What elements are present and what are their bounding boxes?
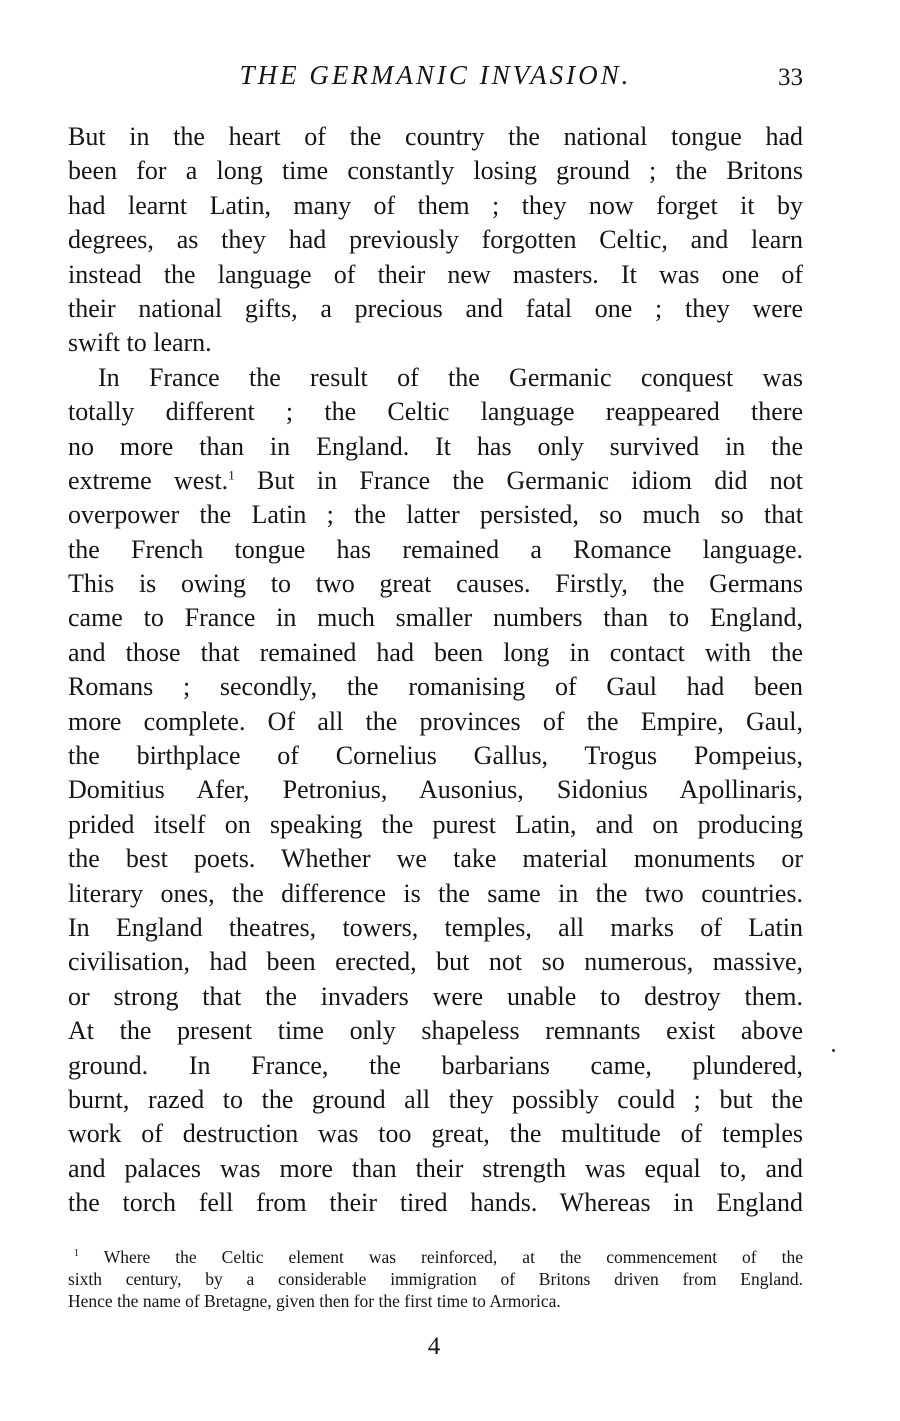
- running-head: [68, 60, 803, 100]
- text-line: In England theatres, towers, temples, all marks of Latin: [68, 912, 803, 942]
- footnote: [68, 1246, 803, 1312]
- footnote-reference: 1: [228, 467, 235, 483]
- text-line-with-footnote: [68, 464, 803, 498]
- signature-mark: 4: [427, 1333, 441, 1360]
- text-line: At the present time only shapeless remnants exist above: [68, 1016, 803, 1046]
- text-line: the torch fell from their tired hands. Whereas in England: [68, 1188, 803, 1218]
- text-line: been for a long time constantly losing ground ; the Britons: [68, 156, 803, 186]
- text-segment: But in France the Germanic idiom did not: [257, 465, 803, 495]
- body-text: [68, 120, 803, 1221]
- text-line: no more than in England. It has only survived in the: [68, 431, 803, 461]
- footnote-line: [68, 1246, 803, 1268]
- text-line: Romans ; secondly, the romanising of Gaul had been: [68, 672, 803, 702]
- running-title: THE GERMANIC INVASION.: [239, 60, 632, 90]
- text-line: degrees, as they had previously forgotten Celtic, and learn: [68, 225, 803, 255]
- footnote-line: Hence the name of Bretagne, given then for the first time to Armorica.: [68, 1291, 561, 1311]
- text-line: swift to learn.: [68, 328, 212, 358]
- print-speck: [832, 1049, 835, 1052]
- text-line: came to France in much smaller numbers than to England,: [68, 603, 803, 633]
- page-number: 33: [778, 64, 803, 91]
- text-line: civilisation, had been erected, but not so numerous, massive,: [68, 947, 803, 977]
- text-line: This is owing to two great causes. Firstly, the Germans: [68, 569, 803, 599]
- text-segment: extreme west.: [68, 465, 229, 495]
- text-line: work of destruction was too great, the multitude of temples: [68, 1119, 803, 1149]
- text-line: the birthplace of Cornelius Gallus, Trogus Pompeius,: [68, 741, 803, 771]
- text-line: In France the result of the Germanic conquest was: [98, 362, 803, 392]
- text-line: and palaces was more than their strength was equal to, and: [68, 1153, 803, 1183]
- text-line: had learnt Latin, many of them ; they now forget it by: [68, 190, 803, 220]
- text-line: or strong that the invaders were unable to destroy them.: [68, 981, 803, 1011]
- text-line: totally different ; the Celtic language reappeared there: [68, 397, 803, 427]
- text-line: the French tongue has remained a Romance language.: [68, 534, 803, 564]
- footnote-text: Where the Celtic element was reinforced, at the commencement of the: [103, 1247, 803, 1267]
- text-line: prided itself on speaking the purest Latin, and on producing: [68, 809, 803, 839]
- text-line: the best poets. Whether we take material monuments or: [68, 844, 803, 874]
- text-line: burnt, razed to the ground all they possibly could ; but the: [68, 1084, 803, 1114]
- footnote-line: sixth century, by a considerable immigration of Britons driven from England.: [68, 1269, 803, 1289]
- text-line: overpower the Latin ; the latter persisted, so much so that: [68, 500, 803, 530]
- text-line: ground. In France, the barbarians came, plundered,: [68, 1050, 803, 1080]
- text-line: their national gifts, a precious and fatal one ; they were: [68, 293, 803, 323]
- text-line: literary ones, the difference is the same in the two countries.: [68, 878, 803, 908]
- text-line: Domitius Afer, Petronius, Ausonius, Sidonius Apollinaris,: [68, 775, 803, 805]
- text-line: But in the heart of the country the national tongue had: [68, 122, 803, 151]
- text-line: and those that remained had been long in contact with the: [68, 637, 803, 667]
- text-line: more complete. Of all the provinces of the Empire, Gaul,: [68, 706, 803, 736]
- footnote-mark: 1: [74, 1248, 79, 1260]
- text-line: instead the language of their new masters. It was one of: [68, 259, 803, 289]
